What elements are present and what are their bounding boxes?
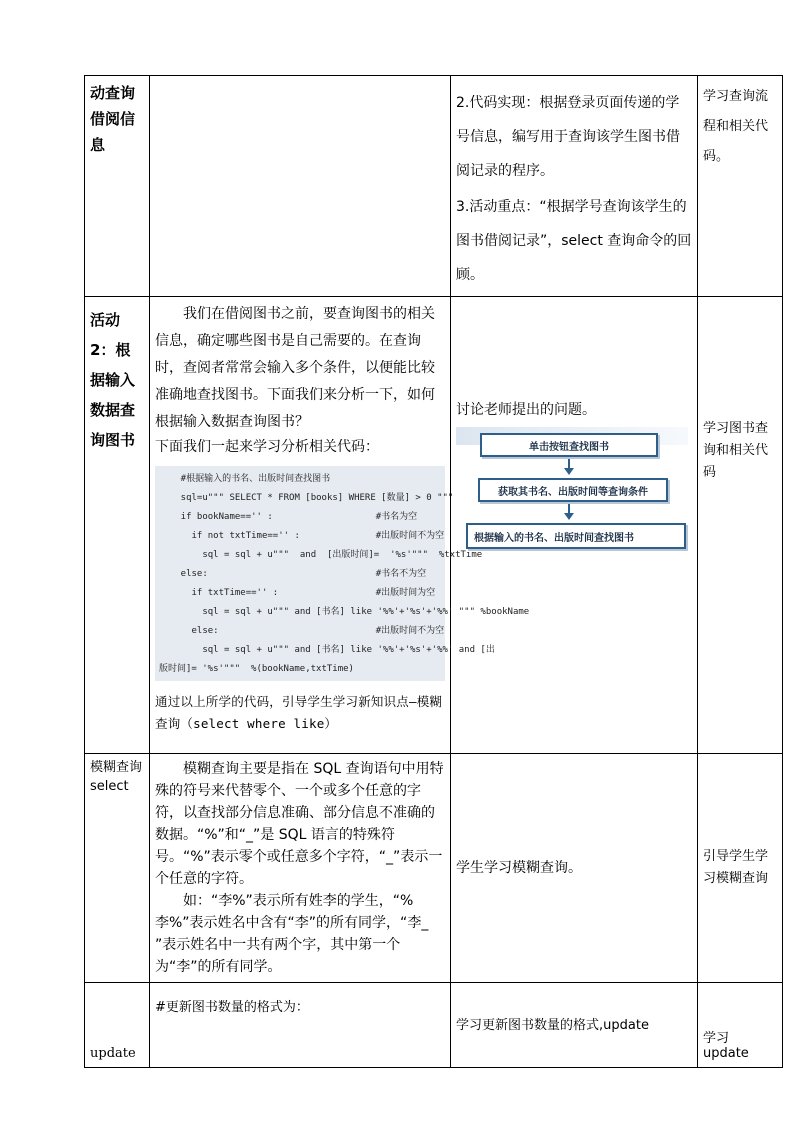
- code-line: 版时间]= '%s'""" %(bookName,txtTime): [159, 664, 354, 674]
- student-activity-text: 学生学习模糊查询。: [456, 860, 582, 876]
- code-block: [155, 466, 530, 681]
- code-line: if not txtTime=='' : #出版时间不为空: [159, 531, 445, 541]
- design-intent-cell: [698, 76, 783, 297]
- activity-name-cell: [85, 983, 150, 1068]
- activity-name-cell: [85, 754, 150, 983]
- activity-name: 活动 2：根据输入数据查询图书: [90, 311, 136, 449]
- flow-step-3: 根据输入的书名、出版时间查找图书: [466, 523, 686, 549]
- arrow-down-icon: [564, 513, 574, 520]
- design-intent-text: 学习查询流程和相关代码。: [703, 89, 769, 164]
- design-intent-cell: [698, 983, 783, 1068]
- code-line: #根据输入的书名、出版时间查找图书: [159, 474, 331, 484]
- outro-text: 通过以上所学的代码，引导学生学习新知识点—模糊查询（select where like）: [155, 694, 443, 731]
- student-activity-cell: [451, 76, 698, 297]
- activity-focus-text: 3.活动重点：“根据学号查询该学生的图书借阅记录”，select 查询命令的回顾。: [456, 199, 692, 283]
- code-line: sql = sql + u""" and [出版时间]= '%s'""" %txtTime: [159, 550, 483, 560]
- fuzzy-query-definition: 模糊查询主要是指在 SQL 查询语句中用特殊的符号来代替零个、一个或多个任意的字符，以查找部分信息准确、部分信息不准确的数据。“%”和“_”是 SQL 语言的特殊符号。“%”表示零个或任意多个字符，“_”表示一个任意的字符。: [155, 761, 444, 887]
- code-line: sql=u""" SELECT * FROM [books] WHERE [数量] > 0 """: [159, 493, 454, 503]
- code-line: sql = sql + u""" and [书名] like '%%'+'%s'+'%%' """ %bookName: [159, 607, 530, 617]
- discussion-text: 讨论老师提出的问题。: [456, 402, 596, 418]
- student-activity-cell: [451, 297, 698, 754]
- activity-name-cell: [85, 297, 150, 754]
- code-line: if bookName=='' : #书名为空: [159, 512, 418, 522]
- teacher-activity-cell: [150, 754, 451, 983]
- code-line: else: #出版时间不为空: [159, 626, 445, 636]
- code-line: if txtTime=='' : #出版时间为空: [159, 588, 436, 598]
- code-line: else: #书名不为空: [159, 569, 427, 579]
- student-activity-cell: [451, 754, 698, 983]
- lesson-plan-table: [84, 75, 783, 1068]
- update-format-text: #更新图书数量的格式为：: [155, 1000, 309, 1015]
- design-intent-cell: [698, 754, 783, 983]
- student-activity-text: 学习更新图书数量的格式,update: [456, 1018, 649, 1033]
- activity-name-cell: [85, 76, 150, 297]
- table-row: [85, 76, 783, 297]
- code-line: sql = sql + u""" and [书名] like '%%'+'%s'+'%%' and [出: [159, 645, 495, 655]
- student-activity-cell: [451, 983, 698, 1068]
- table-row: [85, 297, 783, 754]
- table-row: [85, 754, 783, 983]
- arrow-down-icon: [564, 468, 574, 475]
- activity-name: 模糊查询select: [90, 760, 143, 794]
- teacher-activity-cell: [150, 76, 451, 297]
- code-lead-text: 下面我们一起来学习分析相关代码：: [155, 439, 379, 455]
- flow-step-2: 获取其书名、出版时间等查询条件: [478, 478, 668, 502]
- activity-name: 动查询借阅信息: [90, 84, 136, 154]
- code-impl-text: 2.代码实现：根据登录页面传递的学号信息，编写用于查询该学生图书借阅记录的程序。: [456, 95, 680, 179]
- flowchart: [456, 427, 688, 567]
- design-intent-text: 学习图书查询和相关代码: [703, 421, 769, 480]
- design-intent-cell: [698, 297, 783, 754]
- design-intent-text: 学习 update: [703, 1031, 749, 1061]
- fuzzy-query-example: 如：“李%”表示所有姓李的学生，“%李%”表示姓名中含有“李”的所有同学，“李_ ”表示姓名中一共有两个字，其中第一个为“李”的所有同学。: [155, 893, 429, 975]
- teacher-activity-cell: [150, 983, 451, 1068]
- design-intent-text: 引导学生学习模糊查询: [703, 849, 769, 886]
- table-row: [85, 983, 783, 1068]
- activity-name: update: [90, 1046, 136, 1061]
- flow-step-1: 单击按钮查找图书: [480, 433, 658, 457]
- intro-paragraph: 我们在借阅图书之前，要查询图书的相关信息，确定哪些图书是自己需要的。在查询时，查阅者常常会输入多个条件，以便能比较准确地查找图书。下面我们来分析一下，如何根据输入数据查询图书？: [155, 306, 435, 430]
